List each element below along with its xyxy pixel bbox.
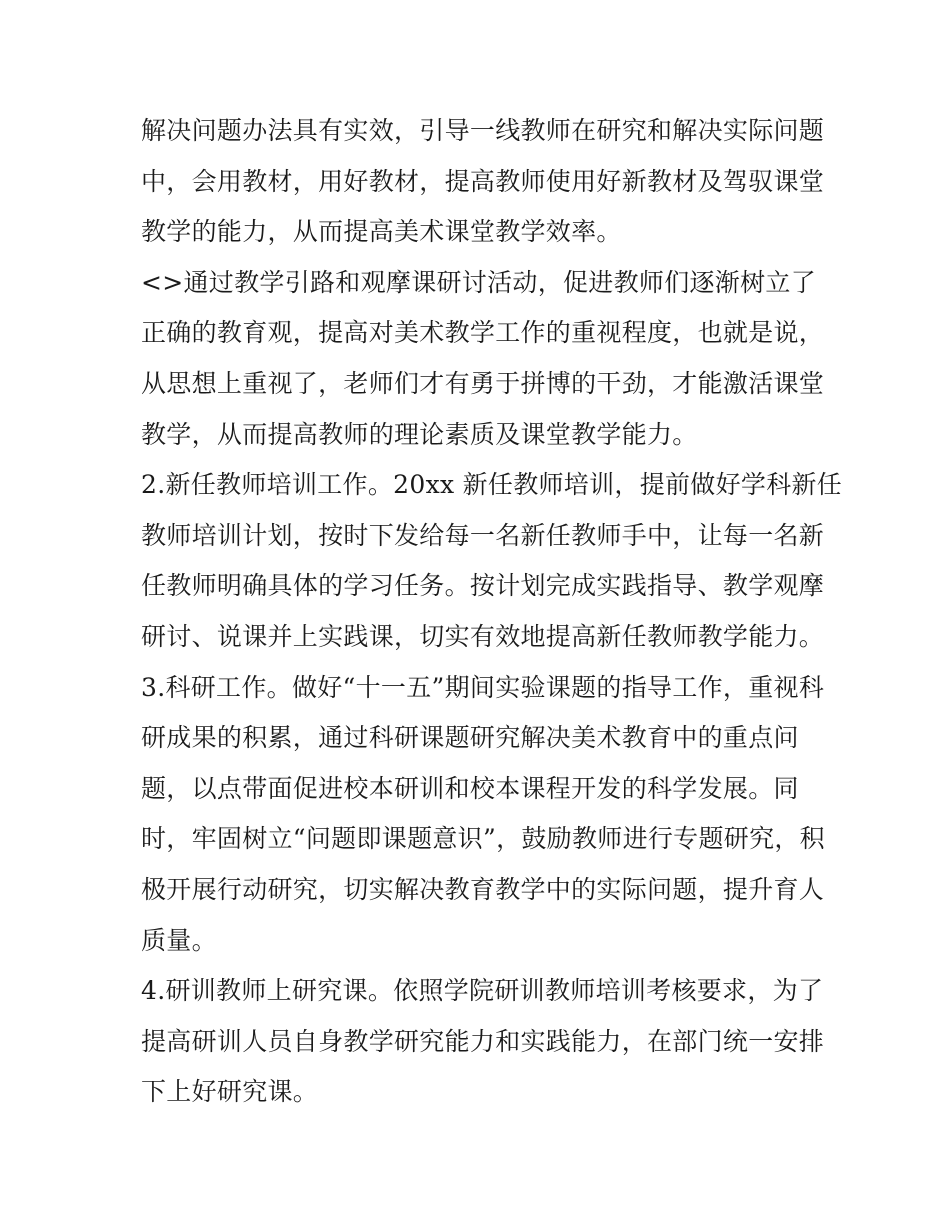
text-line: 解决问题办法具有实效，引导一线教师在研究和解决实际问题 bbox=[141, 116, 825, 145]
text-line: 任教师明确具体的学习任务。按计划完成实践指导、教学观摩 bbox=[141, 571, 825, 601]
text-line: 2.新任教师培训工作。20xx 新任教师培训，提前做好学科新任 bbox=[141, 470, 843, 500]
text-line: 极开展行动研究，切实解决教育教学中的实际问题，提升育人 bbox=[141, 874, 825, 904]
text-line: 下上好研究课。 bbox=[141, 1077, 319, 1107]
text-line: 从思想上重视了，老师们才有勇于拼博的干劲，才能激活课堂 bbox=[141, 368, 825, 398]
text-line: 中，会用教材，用好教材，提高教师使用好新教材及驾驭课堂 bbox=[141, 166, 825, 196]
text-line: 质量。 bbox=[141, 925, 217, 955]
text-line: 3.科研工作。做好“十一五”期间实验课题的指导工作，重视科 bbox=[141, 672, 825, 702]
text-line: <>通过教学引路和观摩课研讨活动，促进教师们逐渐树立了 bbox=[141, 267, 816, 297]
text-line: 时，牢固树立“问题即课题意识”，鼓励教师进行专题研究，积 bbox=[141, 824, 825, 854]
text-line: 研讨、说课并上实践课，切实有效地提高新任教师教学能力。 bbox=[141, 621, 825, 651]
text-line: 教师培训计划，按时下发给每一名新任教师手中，让每一名新 bbox=[141, 520, 825, 550]
document-body bbox=[141, 106, 843, 1118]
text-line: 提高研训人员自身教学研究能力和实践能力，在部门统一安排 bbox=[141, 1026, 825, 1056]
text-line: 教学，从而提高教师的理论素质及课堂教学能力。 bbox=[141, 419, 698, 449]
text-line: 4.研训教师上研究课。依照学院研训教师培训考核要求，为了 bbox=[141, 976, 824, 1006]
text-line: 题，以点带面促进校本研训和校本课程开发的科学发展。同 bbox=[141, 773, 799, 803]
text-line: 教学的能力，从而提高美术课堂教学效率。 bbox=[141, 217, 622, 247]
text-line: 正确的教育观，提高对美术教学工作的重视程度，也就是说， bbox=[141, 318, 825, 348]
text-line: 研成果的积累，通过科研课题研究解决美术教育中的重点问 bbox=[141, 723, 799, 753]
